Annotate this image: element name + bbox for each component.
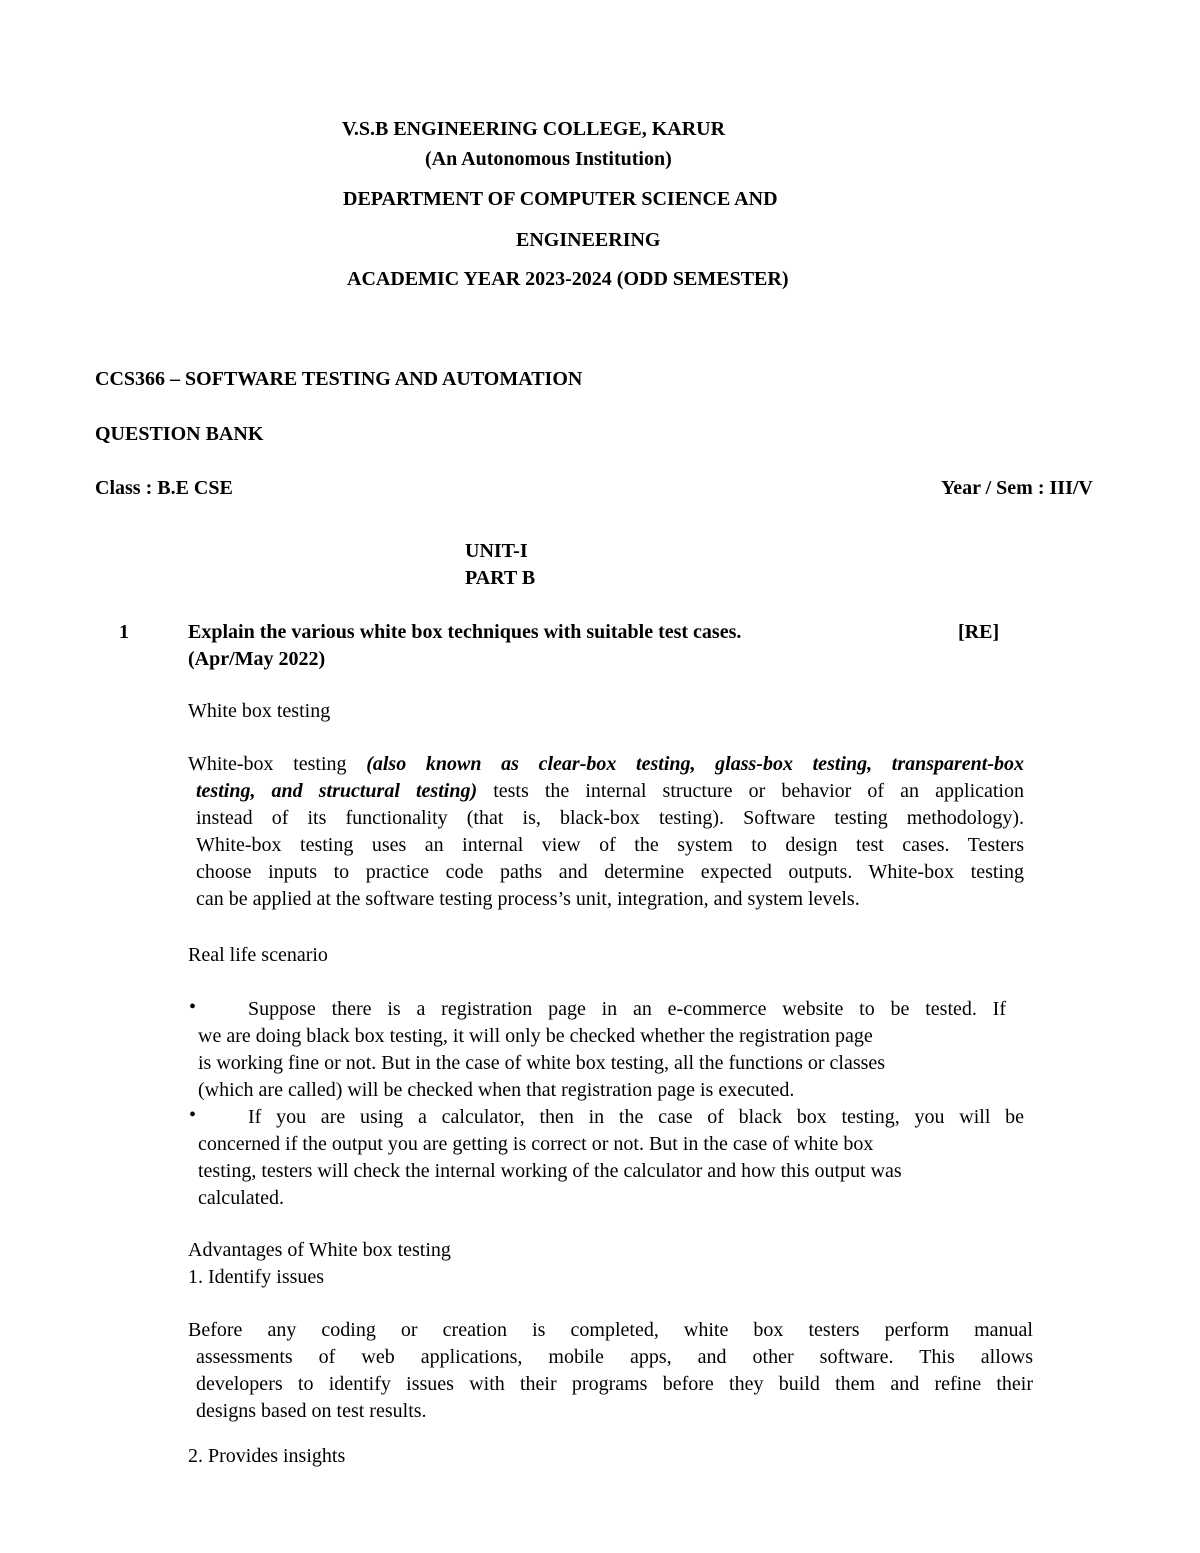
year-sem-label: Year / Sem : III/V bbox=[941, 477, 1093, 499]
bullet-1-marker: • bbox=[189, 996, 197, 1018]
bullet-2-line-2: concerned if the output you are getting is correct or not. But in the case of white box bbox=[198, 1133, 874, 1155]
bullet-1-text bbox=[188, 996, 1024, 1104]
definition-aka-bold-cont: testing, and structural testing) bbox=[196, 780, 478, 802]
advantage-1-line-1: Before any coding or creation is completed, white box testers perform manual bbox=[188, 1319, 1033, 1341]
definition-lead: White-box testing bbox=[188, 753, 367, 775]
bullet-1-line-3: is working fine or not. But in the case of white box testing, all the functions or classes bbox=[198, 1052, 886, 1074]
question-session: (Apr/May 2022) bbox=[188, 648, 326, 670]
definition-line-3: instead of its functionality (that is, black-box testing). Software testing methodology). bbox=[196, 807, 1024, 829]
unit-title: UNIT-I bbox=[465, 540, 528, 562]
advantage-1-line-4: designs based on test results. bbox=[196, 1400, 427, 1422]
heading-advantages: Advantages of White box testing bbox=[188, 1239, 451, 1261]
bullet-1-line-1: Suppose there is a registration page in an e-commerce website to be tested. If bbox=[248, 998, 1006, 1020]
bullet-1-line-4: (which are called) will be checked when that registration page is executed. bbox=[198, 1079, 795, 1101]
question-bank-label: QUESTION BANK bbox=[95, 423, 264, 445]
definition-line-6: can be applied at the software testing process’s unit, integration, and system levels. bbox=[196, 888, 860, 910]
advantage-1-line-3: developers to identify issues with their programs before they build them and refine their bbox=[196, 1373, 1033, 1395]
bullet-2-text bbox=[188, 1104, 1024, 1212]
department-line-2: ENGINEERING bbox=[516, 229, 661, 251]
advantage-1-line-2: assessments of web applications, mobile apps, and other software. This allows bbox=[196, 1346, 1033, 1368]
bullet-2-line-1: If you are using a calculator, then in the case of black box testing, you will be bbox=[248, 1106, 1024, 1128]
part-title: PART B bbox=[465, 567, 536, 589]
advantage-2-title: 2. Provides insights bbox=[188, 1445, 346, 1467]
question-tag: [RE] bbox=[958, 621, 1000, 643]
bullet-2-line-4: calculated. bbox=[198, 1187, 285, 1209]
department-line-1: DEPARTMENT OF COMPUTER SCIENCE AND bbox=[343, 188, 778, 210]
question-number: 1 bbox=[119, 621, 129, 643]
course-code-title: CCS366 – SOFTWARE TESTING AND AUTOMATION bbox=[95, 368, 583, 390]
definition-line-5: choose inputs to practice code paths and determine expected outputs. White-box testing bbox=[196, 861, 1024, 883]
question-text: Explain the various white box techniques with suitable test cases. bbox=[188, 621, 742, 643]
bullet-2-marker: • bbox=[189, 1104, 197, 1126]
definition-line-2: tests the internal structure or behavior of an application bbox=[477, 780, 1024, 802]
heading-real-life-scenario: Real life scenario bbox=[188, 944, 328, 966]
definition-line-4: White-box testing uses an internal view of the system to design test cases. Testers bbox=[196, 834, 1024, 856]
advantage-1-title: 1. Identify issues bbox=[188, 1266, 325, 1288]
definition-paragraph bbox=[188, 751, 1024, 913]
definition-aka-bold: (also known as clear-box testing, glass-box testing, transparent-box bbox=[366, 753, 1025, 775]
bullet-2-line-3: testing, testers will check the internal working of the calculator and how this output was bbox=[198, 1160, 902, 1182]
college-name: V.S.B ENGINEERING COLLEGE, KARUR bbox=[342, 118, 726, 140]
academic-year: ACADEMIC YEAR 2023-2024 (ODD SEMESTER) bbox=[347, 268, 789, 290]
advantage-1-paragraph bbox=[188, 1317, 1033, 1425]
heading-white-box-testing: White box testing bbox=[188, 700, 331, 722]
bullet-1-line-2: we are doing black box testing, it will only be checked whether the registration page bbox=[198, 1025, 873, 1047]
class-label: Class : B.E CSE bbox=[95, 477, 233, 499]
autonomous-subtitle: (An Autonomous Institution) bbox=[425, 148, 672, 170]
